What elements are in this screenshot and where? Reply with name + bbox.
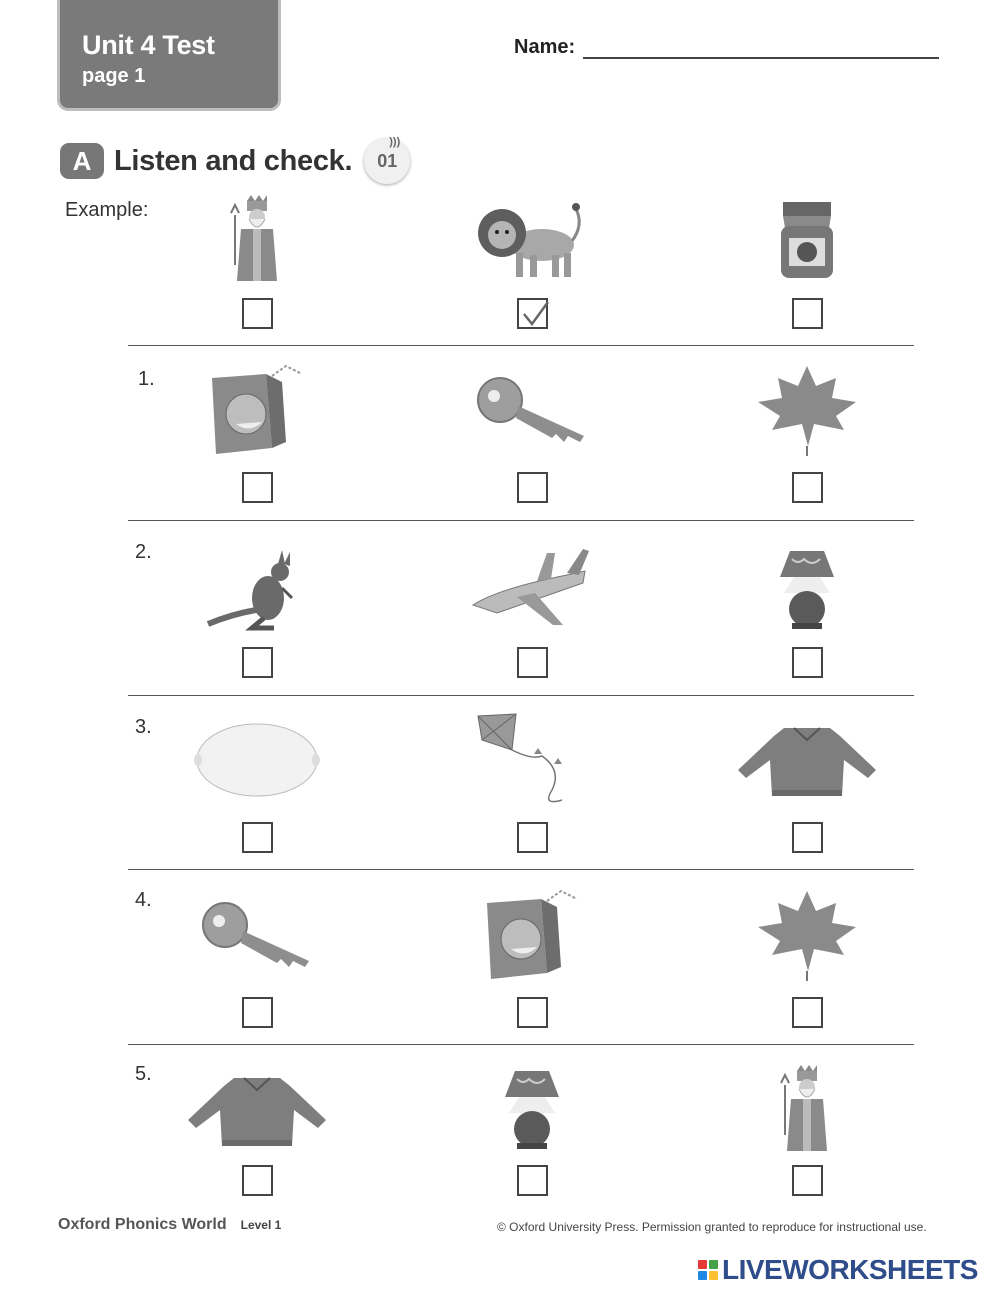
lion-icon [472,195,592,285]
instruction-text: Listen and check. [114,144,353,177]
jacket-icon [182,1068,332,1152]
unit-tab [60,0,278,108]
juice-box-icon [477,887,587,983]
king-icon [777,1065,837,1155]
example-label: Example: [65,199,149,221]
kite-icon [472,710,592,810]
jacket-icon [732,718,882,802]
answer-checkbox[interactable] [517,472,548,503]
jam-jar-icon [775,198,839,282]
logo-text: LIVEWORKSHEETS [722,1254,978,1285]
logo-cubes-icon [698,1260,718,1280]
audio-track-badge[interactable] [364,138,410,184]
copyright-text: © Oxford University Press. Permission granted to reproduce for instructional use. [497,1220,927,1234]
answer-checkbox[interactable] [517,298,548,329]
track-number: 01 [377,150,398,171]
king-icon [227,195,287,285]
answer-checkbox[interactable] [792,647,823,678]
answer-checkbox[interactable] [517,647,548,678]
lamp-icon [497,1065,567,1155]
lemon-icon [192,718,322,802]
section-heading [60,138,410,184]
answer-checkbox[interactable] [792,997,823,1028]
brand-name: Oxford Phonics World [58,1216,227,1233]
name-label: Name: [514,36,576,58]
answer-checkbox[interactable] [242,647,273,678]
logo-cube [698,1271,707,1280]
leaf-icon [752,887,862,983]
answer-checkbox[interactable] [242,1165,273,1196]
name-field[interactable] [514,36,939,59]
item-number-4: 4. [135,889,152,911]
answer-checkbox[interactable] [517,1165,548,1196]
kangaroo-icon [202,548,312,632]
liveworksheets-logo [698,1254,978,1286]
answer-checkbox[interactable] [792,822,823,853]
page-label: page 1 [82,65,146,87]
answer-checkbox[interactable] [517,822,548,853]
key-icon [197,895,317,975]
answer-checkbox[interactable] [517,997,548,1028]
answer-checkbox[interactable] [242,997,273,1028]
level-label: Level 1 [240,1218,282,1232]
answer-checkbox[interactable] [242,298,273,329]
unit-title: Unit 4 Test [82,30,215,60]
answer-checkbox[interactable] [242,822,273,853]
jet-icon [467,545,597,635]
item-number-3: 3. [135,716,152,738]
answer-checkbox[interactable] [792,472,823,503]
row-divider [128,520,914,521]
answer-checkbox[interactable] [792,298,823,329]
section-letter-badge: A [60,143,104,179]
item-number-5: 5. [135,1063,152,1085]
logo-cube [709,1260,718,1269]
juice-box-icon [202,362,312,458]
item-number-2: 2. [135,541,152,563]
checkmark-icon [520,300,550,328]
row-divider [128,695,914,696]
row-divider [128,1044,914,1045]
logo-cube [709,1271,718,1280]
key-icon [472,370,592,450]
answer-checkbox[interactable] [792,1165,823,1196]
lamp-icon [772,545,842,635]
name-blank[interactable] [583,39,939,59]
item-number-1: 1. [138,368,155,390]
row-divider [128,345,914,346]
row-divider [128,869,914,870]
sound-wave-icon: ))) [389,136,401,148]
answer-checkbox[interactable] [242,472,273,503]
footer-brand [58,1216,281,1234]
logo-cube [698,1260,707,1269]
leaf-icon [752,362,862,458]
